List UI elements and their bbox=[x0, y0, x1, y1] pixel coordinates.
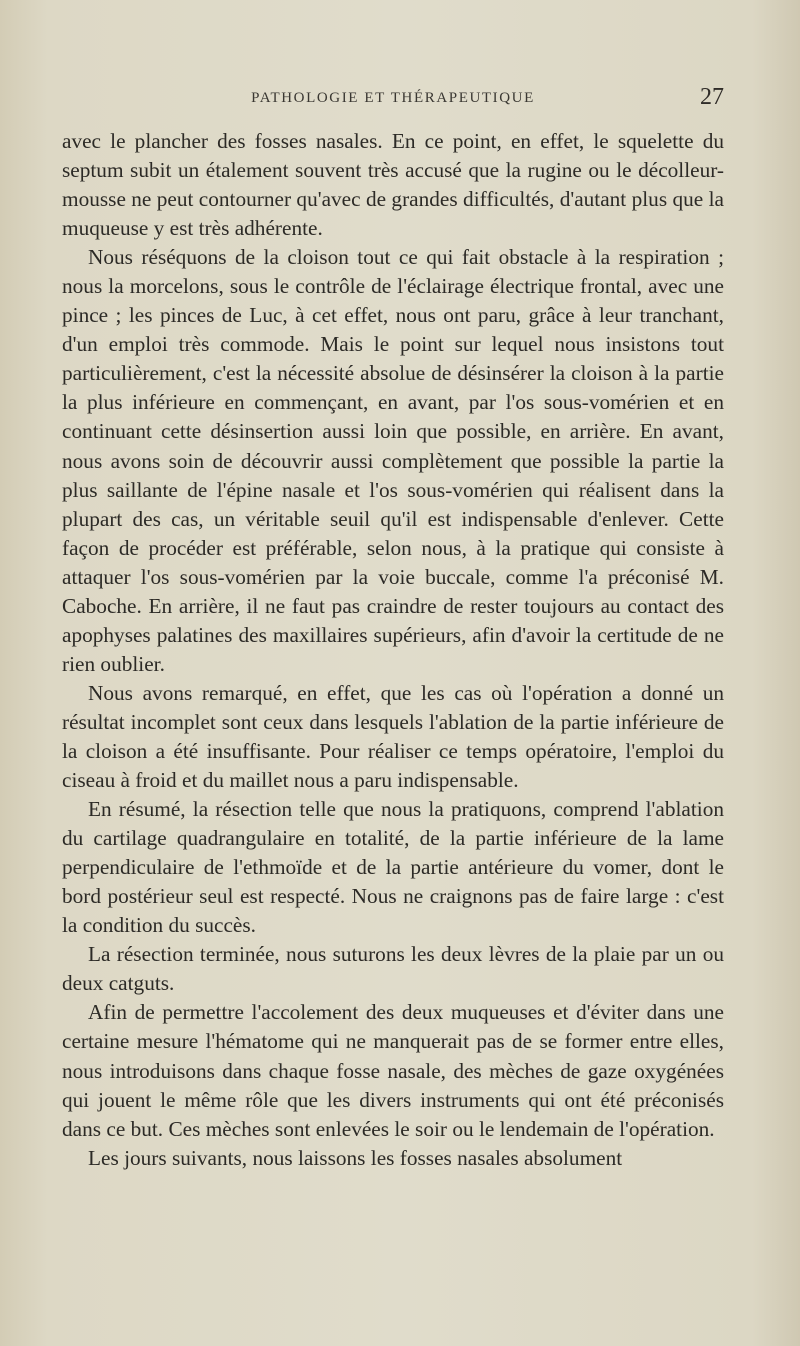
paragraph-suture: La résection terminée, nous suturons les deux lèvres de la plaie par un ou deux catguts. bbox=[62, 942, 724, 996]
paragraph-continued: avec le plancher des fosses nasales. En ce point, en effet, le squelette du septum subit un étalement souvent très accusé que la rugine ou le décolleur-mousse ne peut contourner qu'avec de grandes difficultés, d'autant plus que la muqueuse y est très adhérente. bbox=[62, 129, 724, 241]
paragraph-following-days: Les jours suivants, nous laissons les fosses nasales absolument bbox=[88, 1145, 623, 1170]
paragraph-gauze-wicks: Afin de permettre l'accolement des deux muqueuses et d'éviter dans une certaine mesure l'hématome qui ne manquerait pas de se former entre elles, nous introduisons dans chaque fosse nasale, des mèches de gaze oxygénées qui jouent le même rôle que les divers instruments qui ont été préconisés dans ce but. Ces mèches sont enlevées le soir ou le lendemain de l'opération. bbox=[62, 1000, 724, 1141]
body-text bbox=[62, 127, 724, 1173]
paragraph-resection-technique: Nous réséquons de la cloison tout ce qui fait obstacle à la respiration ; nous la morcelons, sous le contrôle de l'éclairage électrique frontal, avec une pince ; les pinces de Luc, à cet effet, nous ont paru, grâce à leur tranchant, d'un emploi très commode. Mais le point sur lequel nous insistons tout particulièrement, c'est la nécessité absolue de désinsérer la cloison à la partie la plus inférieure en commençant, en avant, par l'os sous-vomérien et en continuant cette désinsertion aussi loin que possible, en arrière. En avant, nous avons soin de découvrir aussi complètement que possible la partie la plus saillante de l'épine nasale et l'os sous-vomérien qui réalisent dans la plupart des cas, un véritable seuil qu'il est indispensable d'enlever. Cette façon de procéder est préférable, selon nous, à la pratique qui consiste à attaquer l'os sous-vomérien par la voie buccale, comme l'a préconisé M. Caboche. En arrière, il ne faut pas craindre de rester toujours au contact des apophyses palatines des maxillaires supérieurs, afin d'avoir la certitude de ne rien oublier. bbox=[62, 245, 724, 676]
paragraph-incomplete-results: Nous avons remarqué, en effet, que les cas où l'opération a donné un résultat incomplet sont ceux dans lesquels l'ablation de la partie inférieure de la cloison a été insuffisante. Pour réaliser ce temps opératoire, l'emploi du ciseau à froid et du maillet nous a paru indispensable. bbox=[62, 680, 724, 793]
page-number: 27 bbox=[700, 84, 724, 110]
page-header bbox=[62, 84, 724, 114]
paragraph-summary: En résumé, la résection telle que nous la pratiquons, comprend l'ablation du cartilage quadrangulaire en totalité, de la partie inférieure de la lame perpendiculaire de l'ethmoïde et de la partie antérieure du vomer, dont le bord postérieur seul est respecté. Nous ne craignons pas de faire large : c'est la condition du succès. bbox=[62, 797, 724, 938]
running-title: PATHOLOGIE ET THÉRAPEUTIQUE bbox=[251, 90, 535, 106]
